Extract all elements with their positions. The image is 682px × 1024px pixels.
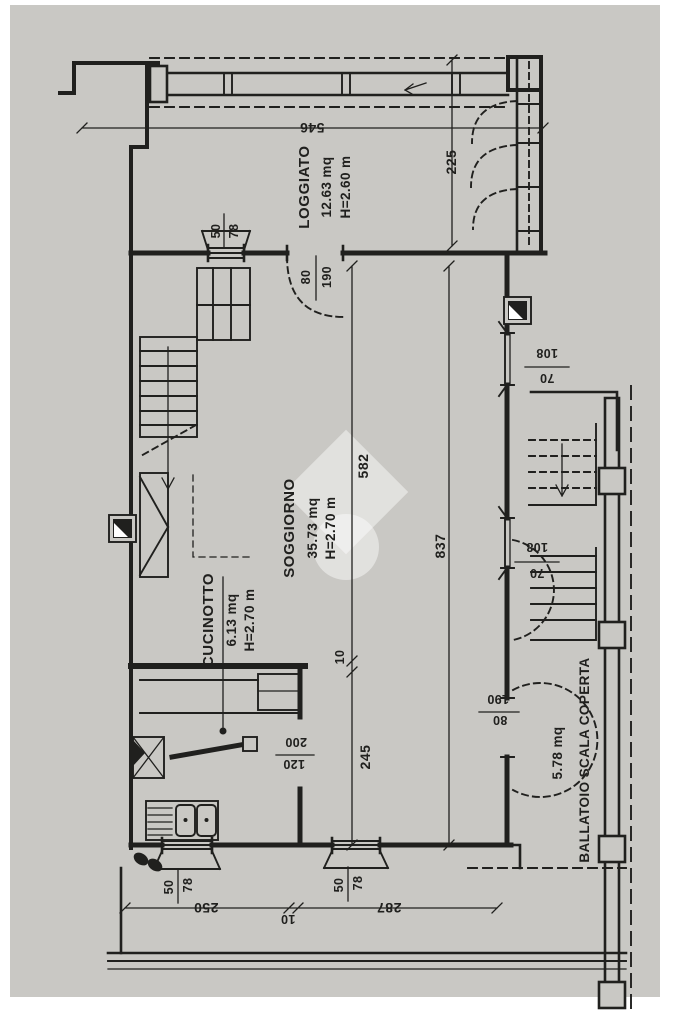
room-area-cucinotto: 6.13 mq [224,593,239,647]
room-height-cucinotto: H=2.70 m [242,588,257,652]
dim-window-bottom-a-w: 50 [162,879,176,895]
dim-window-bottom-a-h: 78 [181,877,195,893]
dim-window-right-low-h: 70 [529,566,545,580]
dim-window-right-up-h: 70 [539,371,555,385]
dim-door-top-w: 80 [299,269,313,285]
dim-total-length: 837 [432,533,448,559]
room-height-loggiato: H=2.60 m [338,155,353,219]
dim-bottom-left: 250 [193,900,219,916]
dim-bottom-gap: 10 [280,912,296,926]
corner-pillar [508,57,541,90]
dim-loggiato-depth: 225 [443,149,459,175]
room-label-ballatoio: BALLATOIO SCALA COPERTA [577,657,592,863]
dim-window-top-w: 50 [209,223,223,239]
dim-door-top-h: 190 [320,265,334,289]
dim-bottom-right: 287 [376,900,402,916]
dim-window-top-h: 78 [227,223,241,239]
column-symbol [504,297,531,324]
dim-door-ballatoio-h: 190 [486,692,510,706]
room-area-loggiato: 12.63 mq [319,156,334,218]
column-symbol [109,515,136,542]
dim-window-right-low-w: 108 [525,540,549,554]
dim-door-kitchen-w: 120 [282,757,306,771]
dim-cucinotto-length: 245 [357,744,373,770]
room-area-ballatoio: 5.78 mq [550,726,565,780]
dim-door-ballatoio-w: 80 [492,713,508,727]
room-label-soggiorno: SOGGIORNO [281,478,298,578]
room-label-cucinotto: CUCINOTTO [200,572,217,668]
dim-wall-gap: 10 [333,649,347,665]
room-label-loggiato: LOGGIATO [296,145,313,229]
dim-window-bottom-b-w: 50 [332,877,346,893]
room-area-soggiorno: 35.73 mq [305,497,320,559]
dim-door-kitchen-h: 200 [284,735,308,749]
dim-soggiorno-length: 582 [355,453,371,479]
dim-window-right-up-w: 108 [535,346,559,360]
dim-window-bottom-b-h: 78 [351,875,365,891]
room-height-soggiorno: H=2.70 m [323,496,338,560]
dim-loggiato-width: 546 [299,120,325,136]
